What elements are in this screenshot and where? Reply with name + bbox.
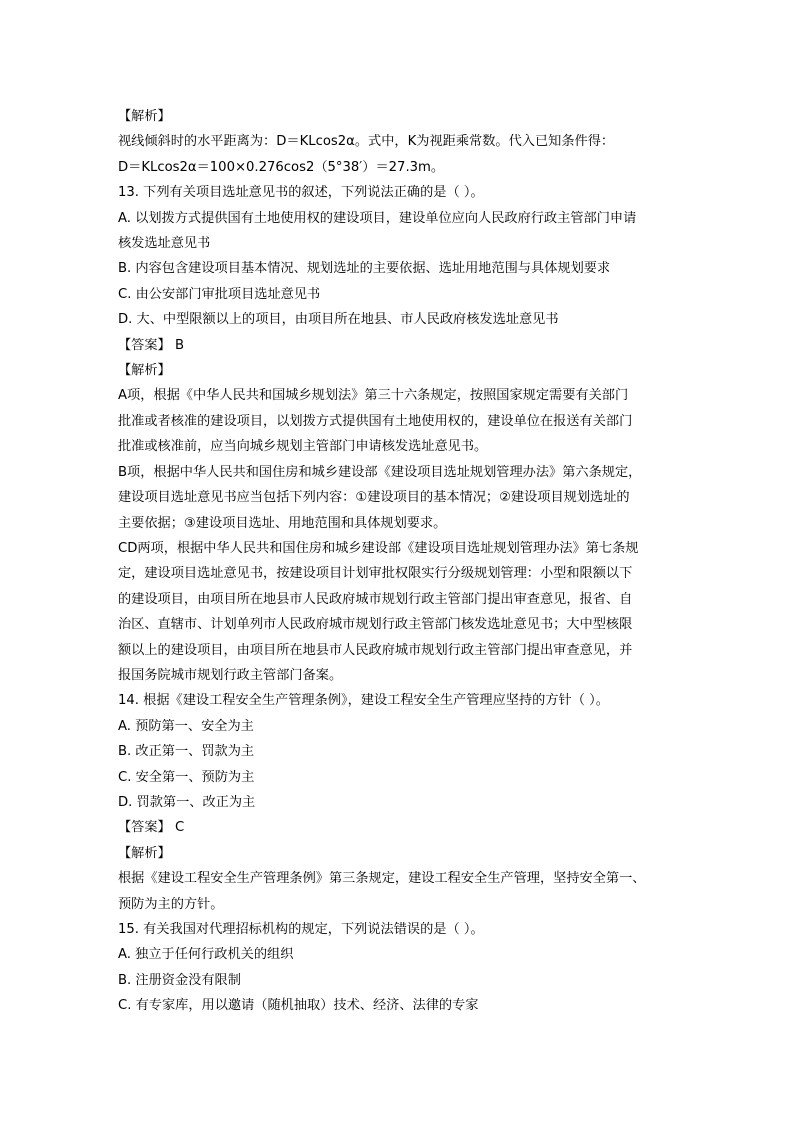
analysis-line: 批准或者核准的建设项目，以划拨方式提供国有土地使用权的，建设单位在报送有关部门	[118, 413, 633, 429]
analysis-line: 定，建设项目选址意见书，按建设项目计划审批权限实行分级规划管理：小型和限额以下	[118, 566, 633, 582]
analysis-line: 治区、直辖市、计划单列市人民政府城市规划行政主管部门核发选址意见书；大中型核限	[118, 617, 633, 633]
analysis-line: 的建设项目，由项目所在地县市人民政府城市规划行政主管部门提出审查意见，报省、自	[118, 591, 633, 607]
analysis-heading: 【解析】	[118, 363, 171, 379]
option-a: A. 独立于任何行政机关的组织	[118, 947, 294, 963]
question-13: 13. 下列有关项目选址意见书的叙述，下列说法正确的是（ ）。	[118, 185, 484, 201]
option-c: C. 安全第一、预防为主	[118, 769, 255, 785]
question-14: 14. 根据《建设工程安全生产管理条例》，建设工程安全生产管理应坚持的方针（ ）。	[118, 693, 609, 709]
option-a: A. 预防第一、安全为主	[118, 718, 254, 734]
analysis-line: A项，根据《中华人民共和国城乡规划法》第三十六条规定，按照国家规定需要有关部门	[118, 388, 629, 404]
analysis-line: B项，根据中华人民共和国住房和城乡建设部《建设项目选址规划管理办法》第六条规定，	[118, 464, 642, 480]
analysis-line: 视线倾斜时的水平距离为：D＝KLcos2α。式中，K为视距乘常数。代入已知条件得：	[118, 134, 615, 150]
analysis-line: 根据《建设工程安全生产管理条例》第三条规定，建设工程安全生产管理，坚持安全第一、	[118, 871, 646, 887]
answer: 【答案】 B	[118, 337, 184, 353]
option-a: A. 以划拨方式提供国有土地使用权的建设项目，建设单位应向人民政府行政主管部门申请	[118, 210, 637, 226]
analysis-heading: 【解析】	[118, 845, 171, 861]
analysis-line: 建设项目选址意见书应当包括下列内容：①建设项目的基本情况；②建设项目规划选址的	[118, 490, 630, 506]
analysis-line: D＝KLcos2α＝100×0.276cos2（5°38′）＝27.3m。	[118, 159, 445, 175]
option-b: B. 改正第一、罚款为主	[118, 744, 255, 760]
analysis-heading: 【解析】	[118, 109, 171, 124]
analysis-line: 报国务院城市规划行政主管部门备案。	[118, 667, 343, 683]
analysis-line: 预防为主的方针。	[118, 896, 224, 912]
answer: 【答案】 C	[118, 820, 185, 836]
option-b: B. 注册资金没有限制	[118, 972, 241, 988]
option-b: B. 内容包含建设项目基本情况、规划选址的主要依据、选址用地范围与具体规划要求	[118, 261, 611, 277]
question-15: 15. 有关我国对代理招标机构的规定，下列说法错误的是（ ）。	[118, 922, 484, 937]
option-c: C. 有专家库，用以邀请（随机抽取）技术、经济、法律的专家	[118, 998, 479, 1014]
analysis-line: CD两项，根据中华人民共和国住房和城乡建设部《建设项目选址规划管理办法》第七条规	[118, 540, 639, 556]
document-page	[118, 104, 678, 1019]
analysis-line: 额以上的建设项目，由项目所在地县市人民政府城市规划行政主管部门提出审查意见，并	[118, 642, 633, 658]
option-c: C. 由公安部门审批项目选址意见书	[118, 286, 321, 302]
option-d: D. 大、中型限额以上的项目，由项目所在地县、市人民政府核发选址意见书	[118, 312, 559, 328]
analysis-line: 主要依据；③建设项目选址、用地范围和具体规划要求。	[118, 515, 447, 531]
analysis-line: 批准或核准前，应当向城乡规划主管部门申请核发选址意见书。	[118, 439, 488, 455]
option-d: D. 罚款第一、改正为主	[118, 794, 256, 810]
option-a-cont: 核发选址意见书	[118, 236, 211, 252]
